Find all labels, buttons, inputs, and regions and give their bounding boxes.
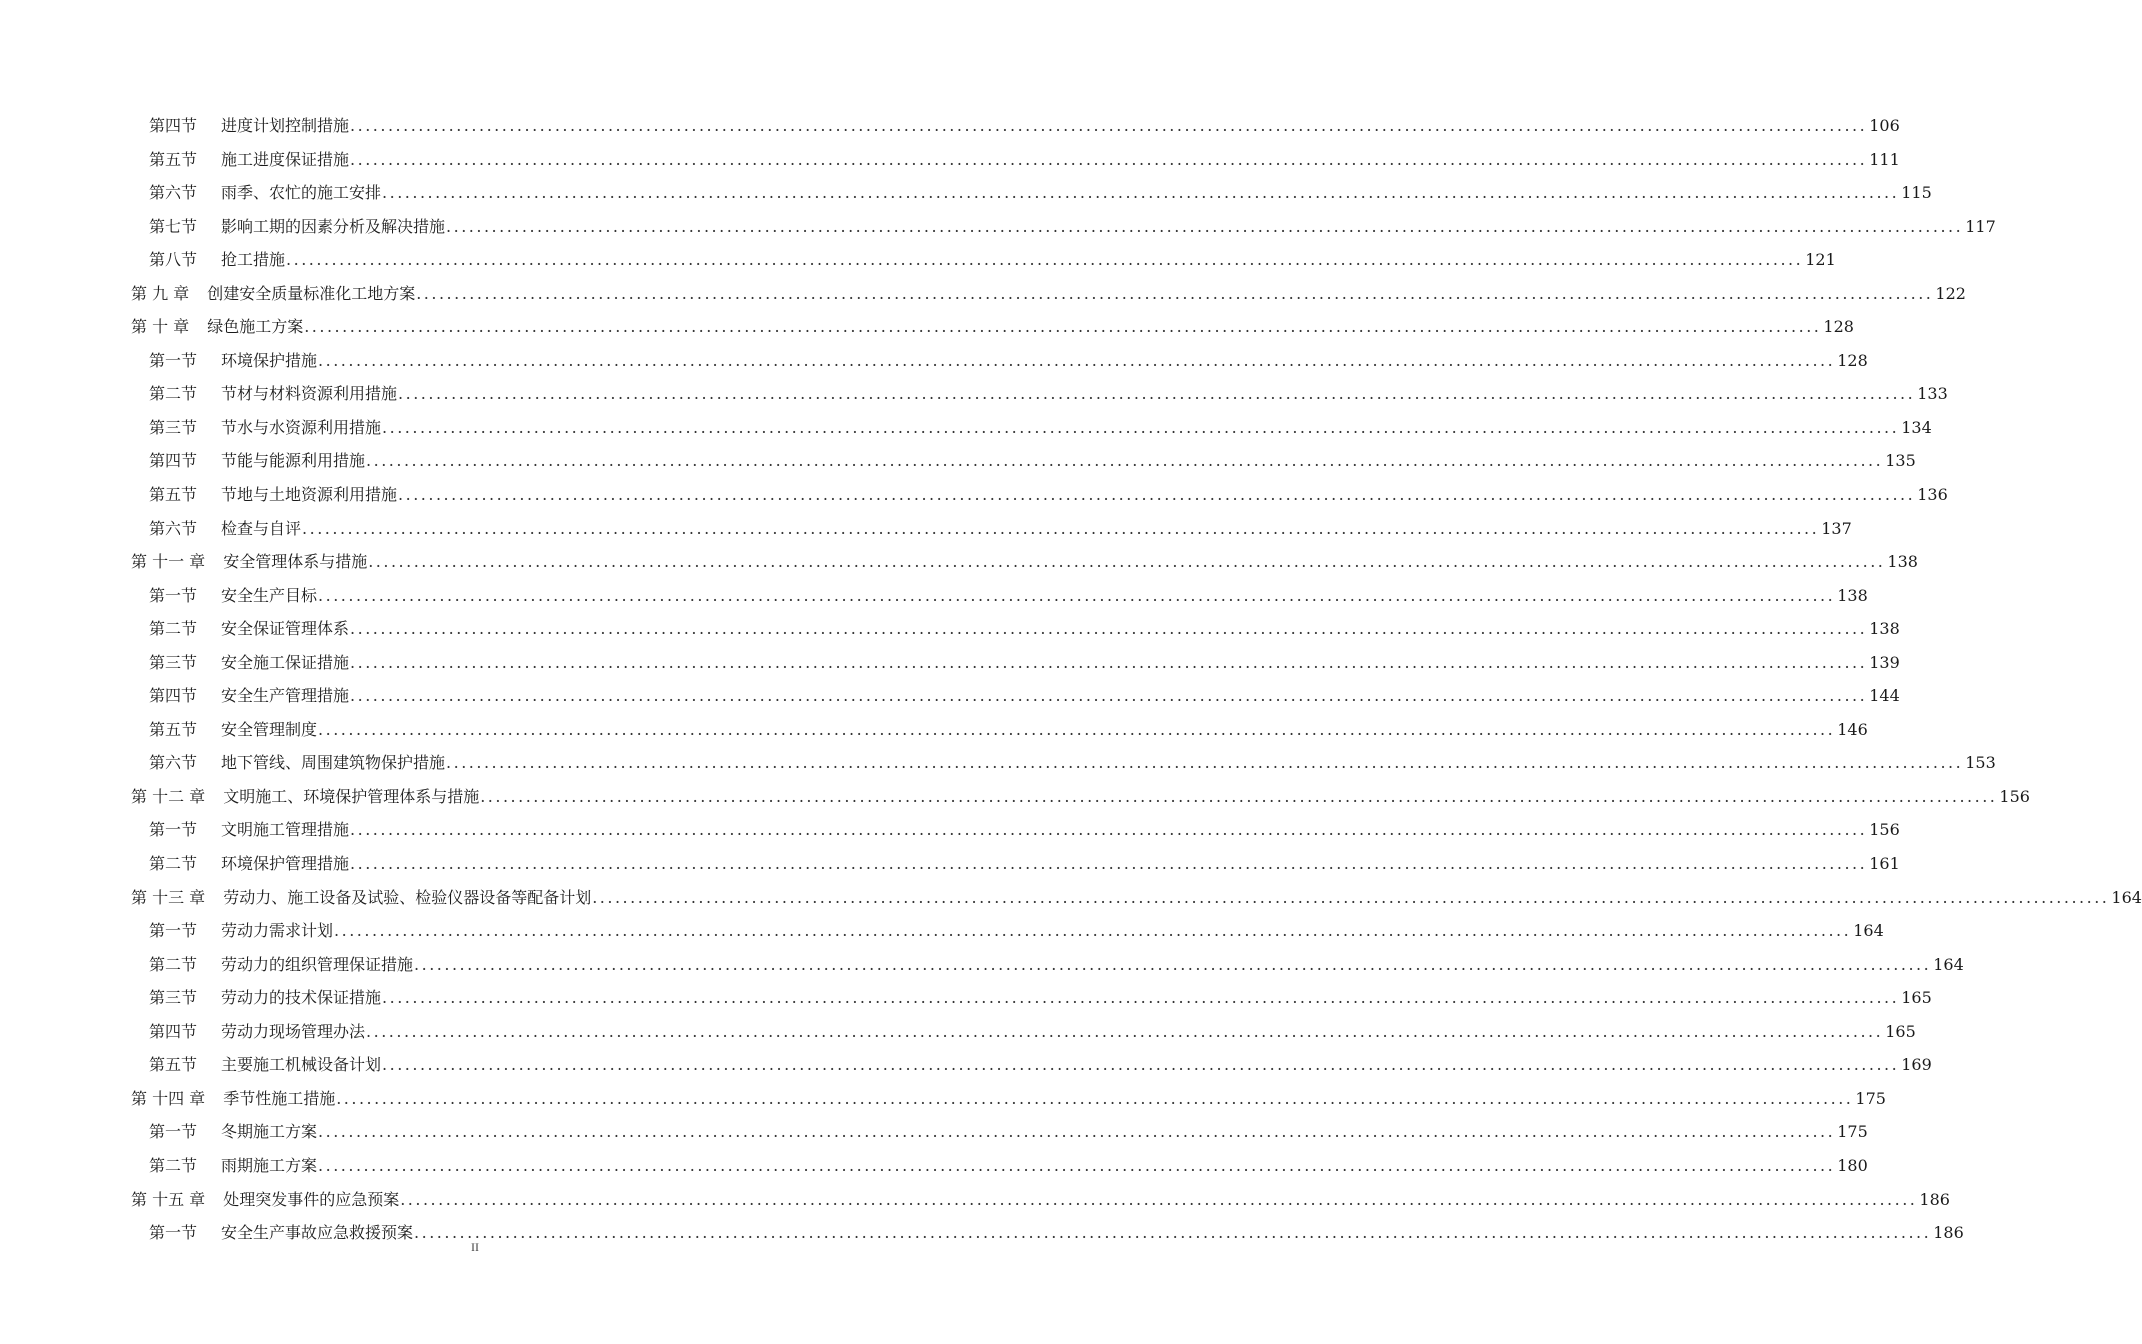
toc-entry-title: 施工进度保证措施 — [221, 149, 350, 169]
dot-leader: ........................................................................................................................................................................................................ — [366, 451, 1884, 471]
toc-entry-page-number: 164 — [1933, 954, 1964, 974]
toc-section-entry[interactable] — [0, 243, 1836, 277]
toc-entry-number: 第五节 — [149, 719, 198, 739]
toc-entry-title: 雨期施工方案 — [221, 1155, 318, 1175]
toc-entry-number: 第六节 — [149, 753, 198, 773]
dot-leader: ........................................................................................................................................................................................................ — [446, 753, 1964, 773]
toc-entry-title: 节地与土地资源利用措施 — [221, 485, 398, 505]
toc-entry-title: 节材与材料资源利用措施 — [221, 384, 398, 404]
dot-leader: ........................................................................................................................................................................................................ — [382, 988, 1900, 1008]
toc-entry-number: 第二节 — [149, 954, 198, 974]
toc-entry-title: 主要施工机械设备计划 — [221, 1055, 382, 1075]
toc-entry-number: 第四节 — [149, 1021, 198, 1041]
dot-leader: ........................................................................................................................................................................................................ — [336, 1088, 1854, 1108]
toc-entry-page-number: 117 — [1965, 216, 1996, 236]
toc-chapter-entry[interactable] — [0, 310, 1854, 344]
toc-entry-number: 第五节 — [149, 149, 198, 169]
toc-entry-number: 第八节 — [149, 250, 198, 270]
toc-entry-page-number: 139 — [1869, 652, 1900, 672]
toc-section-entry[interactable] — [0, 1015, 1916, 1049]
toc-chapter-entry[interactable] — [0, 881, 2142, 915]
toc-section-entry[interactable] — [0, 713, 1868, 747]
toc-entry-page-number: 133 — [1917, 384, 1948, 404]
toc-section-entry[interactable] — [0, 948, 1964, 982]
toc-entry-page-number: 136 — [1917, 485, 1948, 505]
toc-chapter-entry[interactable] — [0, 1183, 1950, 1217]
toc-entry-title: 安全生产管理措施 — [221, 686, 350, 706]
toc-section-entry[interactable] — [0, 344, 1868, 378]
dot-leader: ........................................................................................................................................................................................................ — [318, 585, 1836, 605]
toc-entry-title: 环境保护措施 — [221, 350, 318, 370]
toc-entry-number: 第六节 — [149, 518, 198, 538]
toc-entry-page-number: 122 — [1935, 283, 1966, 303]
toc-entry-number: 第五节 — [149, 485, 198, 505]
dot-leader: ........................................................................................................................................................................................................ — [350, 820, 1868, 840]
toc-entry-number: 第一节 — [149, 820, 198, 840]
toc-entry-page-number: 161 — [1869, 854, 1900, 874]
toc-entry-page-number: 153 — [1965, 753, 1996, 773]
dot-leader: ........................................................................................................................................................................................................ — [382, 1055, 1900, 1075]
toc-entry-title: 进度计划控制措施 — [221, 116, 350, 135]
toc-entry-title: 抢工措施 — [221, 250, 286, 270]
toc-entry-number: 第 十四 章 — [131, 1088, 206, 1108]
toc-entry-page-number: 135 — [1885, 451, 1916, 471]
toc-entry-number: 第一节 — [149, 921, 198, 941]
toc-entry-number: 第四节 — [149, 686, 198, 706]
toc-entry-title: 季节性施工措施 — [223, 1088, 336, 1108]
toc-entry-number: 第二节 — [149, 854, 198, 874]
toc-entry-number: 第 十一 章 — [131, 552, 206, 572]
toc-entry-title: 文明施工、环境保护管理体系与措施 — [223, 786, 480, 806]
toc-entry-number: 第二节 — [149, 1155, 198, 1175]
toc-section-entry[interactable] — [0, 813, 1900, 847]
toc-entry-page-number: 137 — [1821, 518, 1852, 538]
toc-entry-title: 劳动力的组织管理保证措施 — [221, 954, 414, 974]
toc-section-entry[interactable] — [0, 210, 1996, 244]
dot-leader: ........................................................................................................................................................................................................ — [304, 317, 1822, 337]
toc-section-entry[interactable] — [0, 914, 1884, 948]
toc-entry-page-number: 138 — [1837, 585, 1868, 605]
dot-leader: ........................................................................................................................................................................................................ — [398, 485, 1916, 505]
toc-entry-title: 影响工期的因素分析及解决措施 — [221, 216, 446, 236]
toc-entry-number: 第三节 — [149, 417, 198, 437]
toc-entry-page-number: 175 — [1855, 1088, 1886, 1108]
dot-leader: ........................................................................................................................................................................................................ — [398, 384, 1916, 404]
toc-entry-title: 检查与自评 — [221, 518, 302, 538]
dot-leader: ........................................................................................................................................................................................................ — [366, 1021, 1884, 1041]
toc-entry-number: 第 十二 章 — [131, 786, 206, 806]
dot-leader: ........................................................................................................................................................................................................ — [416, 283, 1934, 303]
toc-entry-title: 劳动力的技术保证措施 — [221, 988, 382, 1008]
toc-entry-title: 安全生产目标 — [221, 585, 318, 605]
toc-section-entry[interactable] — [0, 1115, 1868, 1149]
toc-section-entry[interactable] — [0, 1048, 1932, 1082]
toc-entry-title: 文明施工管理措施 — [221, 820, 350, 840]
dot-leader: ........................................................................................................................................................................................................ — [400, 1189, 1918, 1209]
toc-entry-number: 第三节 — [149, 988, 198, 1008]
toc-entry-page-number: 128 — [1837, 350, 1868, 370]
toc-entry-number: 第 十 章 — [131, 317, 190, 337]
toc-entry-title: 劳动力需求计划 — [221, 921, 334, 941]
toc-entry-page-number: 128 — [1823, 317, 1854, 337]
toc-entry-title: 劳动力现场管理办法 — [221, 1021, 366, 1041]
dot-leader: ........................................................................................................................................................................................................ — [414, 954, 1932, 974]
toc-section-entry[interactable] — [0, 981, 1932, 1015]
dot-leader: ........................................................................................................................................................................................................ — [302, 518, 1820, 538]
dot-leader: ........................................................................................................................................................................................................ — [350, 149, 1868, 169]
toc-entry-page-number: 121 — [1805, 250, 1836, 270]
dot-leader: ........................................................................................................................................................................................................ — [480, 786, 1998, 806]
toc-entry-number: 第 十五 章 — [131, 1189, 206, 1209]
toc-chapter-entry[interactable] — [0, 545, 1918, 579]
toc-section-entry[interactable] — [0, 679, 1900, 713]
toc-entry-page-number: 146 — [1837, 719, 1868, 739]
toc-entry-title: 地下管线、周围建筑物保护措施 — [221, 753, 446, 773]
toc-entry-number: 第一节 — [149, 1122, 198, 1142]
toc-entry-number: 第七节 — [149, 216, 198, 236]
dot-leader: ........................................................................................................................................................................................................ — [368, 552, 1886, 572]
toc-section-entry[interactable] — [0, 847, 1900, 881]
toc-entry-title: 安全管理体系与措施 — [223, 552, 368, 572]
toc-entry-page-number: 134 — [1901, 417, 1932, 437]
toc-entry-page-number: 138 — [1887, 552, 1918, 572]
toc-entry-page-number: 165 — [1901, 988, 1932, 1008]
toc-entry-number: 第四节 — [149, 451, 198, 471]
toc-entry-title: 绿色施工方案 — [207, 317, 304, 337]
toc-entry-title: 处理突发事件的应急预案 — [223, 1189, 400, 1209]
dot-leader: ........................................................................................................................................................................................................ — [318, 350, 1836, 370]
table-of-contents — [0, 109, 2142, 1250]
toc-entry-number: 第三节 — [149, 652, 198, 672]
dot-leader: ........................................................................................................................................................................................................ — [414, 1223, 1932, 1243]
dot-leader: ........................................................................................................................................................................................................ — [446, 216, 1964, 236]
toc-section-entry[interactable] — [0, 612, 1900, 646]
toc-chapter-entry[interactable] — [0, 780, 2030, 814]
toc-section-entry[interactable] — [0, 143, 1900, 177]
toc-entry-number: 第一节 — [149, 585, 198, 605]
dot-leader: ........................................................................................................................................................................................................ — [350, 619, 1868, 639]
dot-leader: ........................................................................................................................................................................................................ — [334, 921, 1852, 941]
toc-section-entry[interactable] — [0, 1149, 1868, 1183]
toc-entry-page-number: 175 — [1837, 1122, 1868, 1142]
page-number-footer: II — [471, 1240, 479, 1254]
dot-leader: ........................................................................................................................................................................................................ — [318, 719, 1836, 739]
toc-entry-page-number: 144 — [1869, 686, 1900, 706]
toc-section-entry[interactable] — [0, 579, 1868, 613]
toc-entry-page-number: 115 — [1901, 183, 1932, 203]
toc-entry-page-number: 165 — [1885, 1021, 1916, 1041]
dot-leader: ........................................................................................................................................................................................................ — [318, 1122, 1836, 1142]
toc-section-entry[interactable] — [0, 176, 1932, 210]
toc-chapter-entry[interactable] — [0, 277, 1966, 311]
toc-section-entry[interactable] — [0, 512, 1852, 546]
toc-entry-page-number: 186 — [1919, 1189, 1950, 1209]
toc-entry-page-number: 156 — [1869, 820, 1900, 840]
toc-entry-number: 第 九 章 — [131, 283, 190, 303]
toc-entry-title: 雨季、农忙的施工安排 — [221, 183, 382, 203]
toc-entry-title: 环境保护管理措施 — [221, 854, 350, 874]
toc-section-entry[interactable] — [0, 646, 1900, 680]
toc-entry-title: 安全生产事故应急救援预案 — [221, 1223, 414, 1243]
toc-entry-title: 安全施工保证措施 — [221, 652, 350, 672]
toc-entry-number: 第四节 — [149, 116, 198, 135]
toc-entry-page-number: 164 — [2111, 887, 2142, 907]
toc-entry-title: 节能与能源利用措施 — [221, 451, 366, 471]
toc-entry-page-number: 106 — [1869, 116, 1900, 135]
toc-entry-number: 第五节 — [149, 1055, 198, 1075]
dot-leader: ........................................................................................................................................................................................................ — [286, 250, 1804, 270]
toc-entry-title: 冬期施工方案 — [221, 1122, 318, 1142]
toc-entry-number: 第 十三 章 — [131, 887, 206, 907]
toc-entry-page-number: 111 — [1869, 149, 1900, 169]
dot-leader: ........................................................................................................................................................................................................ — [350, 854, 1868, 874]
toc-section-entry[interactable] — [0, 746, 1996, 780]
toc-entry-page-number: 186 — [1933, 1223, 1964, 1243]
toc-entry-page-number: 138 — [1869, 619, 1900, 639]
dot-leader: ........................................................................................................................................................................................................ — [592, 887, 2110, 907]
toc-entry-title: 安全保证管理体系 — [221, 619, 350, 639]
toc-entry-number: 第六节 — [149, 183, 198, 203]
toc-entry-page-number: 169 — [1901, 1055, 1932, 1075]
toc-entry-number: 第一节 — [149, 1223, 198, 1243]
dot-leader: ........................................................................................................................................................................................................ — [318, 1155, 1836, 1175]
dot-leader: ........................................................................................................................................................................................................ — [382, 417, 1900, 437]
toc-entry-page-number: 156 — [1999, 786, 2030, 806]
dot-leader: ........................................................................................................................................................................................................ — [350, 652, 1868, 672]
toc-section-entry[interactable] — [0, 411, 1932, 445]
toc-entry-page-number: 164 — [1853, 921, 1884, 941]
dot-leader: ........................................................................................................................................................................................................ — [350, 116, 1868, 135]
toc-section-entry[interactable] — [0, 478, 1948, 512]
toc-entry-title: 节水与水资源利用措施 — [221, 417, 382, 437]
toc-section-entry[interactable] — [0, 109, 1900, 143]
dot-leader: ........................................................................................................................................................................................................ — [350, 686, 1868, 706]
toc-section-entry[interactable] — [0, 444, 1916, 478]
toc-entry-number: 第二节 — [149, 384, 198, 404]
toc-entry-title: 劳动力、施工设备及试验、检验仪器设备等配备计划 — [223, 887, 592, 907]
toc-entry-number: 第二节 — [149, 619, 198, 639]
toc-entry-title: 安全管理制度 — [221, 719, 318, 739]
toc-chapter-entry[interactable] — [0, 1082, 1886, 1116]
toc-entry-title: 创建安全质量标准化工地方案 — [207, 283, 416, 303]
dot-leader: ........................................................................................................................................................................................................ — [382, 183, 1900, 203]
toc-entry-page-number: 180 — [1837, 1155, 1868, 1175]
toc-section-entry[interactable] — [0, 377, 1948, 411]
toc-entry-number: 第一节 — [149, 350, 198, 370]
